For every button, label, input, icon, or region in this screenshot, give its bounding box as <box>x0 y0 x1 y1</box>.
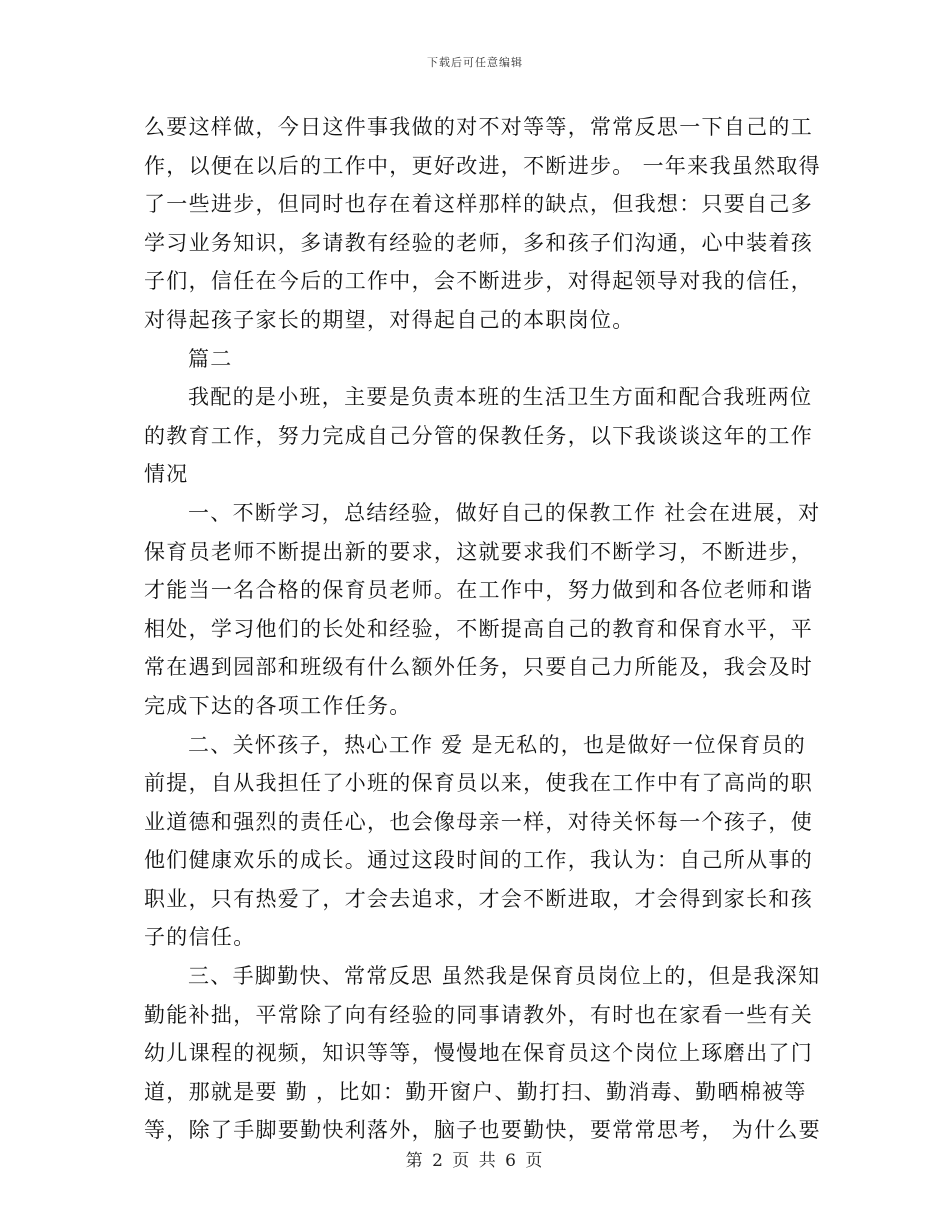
text-line: 一、不断学习，总结经验，做好自己的保教工作 社会在进展，对 <box>188 500 821 525</box>
text-line: 三、手脚勤快、常常反思 虽然我是保育员岗位上的，但是我深知 <box>188 964 821 989</box>
text-line: 对得起孩子家长的期望，对得起自己的本职岗位。 <box>144 307 635 332</box>
text-line: 的教育工作，努力完成自己分管的保教任务，以下我谈谈这年的工作 <box>144 423 813 448</box>
page-number-footer: 第 2 页 共 6 页 <box>405 1151 545 1171</box>
text-line: 才能当一名合格的保育员老师。在工作中，努力做到和各位老师和谐 <box>144 578 813 603</box>
text-line: 常在遇到园部和班级有什么额外任务，只要自己力所能及，我会及时 <box>144 655 813 680</box>
text-line: 勤能补拙，平常除了向有经验的同事请教外，有时也在家看一些有关 <box>144 1002 813 1027</box>
text-line: 么要这样做，今日这件事我做的对不对等等，常常反思一下自己的工 <box>144 115 813 139</box>
text-line: 了一些进步，但同时也存在着这样那样的缺点，但我想：只要自己多 <box>144 192 813 217</box>
text-line: 等，除了手脚要勤快利落外，脑子也要勤快，要常常思考， 为什么要 <box>144 1118 821 1143</box>
text-line: 业道德和强烈的责任心，也会像母亲一样，对待关怀每一个孩子，使 <box>144 809 813 834</box>
text-line: 篇二 <box>188 346 233 371</box>
text-line: 前提，自从我担任了小班的保育员以来，使我在工作中有了高尚的职 <box>144 771 813 796</box>
text-line: 他们健康欢乐的成长。通过这段时间的工作，我认为：自己所从事的 <box>144 848 813 873</box>
text-line: 职业，只有热爱了，才会去追求，才会不断进取，才会得到家长和孩 <box>144 886 813 911</box>
document-body <box>144 108 821 1150</box>
text-line: 学习业务知识，多请教有经验的老师，多和孩子们沟通，心中装着孩 <box>144 230 813 255</box>
text-line: 二、关怀孩子，热心工作 爱 是无私的，也是做好一位保育员的 <box>188 732 807 757</box>
text-line: 相处，学习他们的长处和经验，不断提高自己的教育和保育水平，平 <box>144 616 813 641</box>
text-line: 作，以便在以后的工作中，更好改进，不断进步。 一年来我虽然取得 <box>144 153 821 178</box>
text-line: 情况 <box>144 462 189 487</box>
text-line: 道，那就是要 勤 ，比如：勤开窗户、勤打扫、勤消毒、勤晒棉被等 <box>144 1079 807 1104</box>
page-header: 下载后可任意编辑 <box>427 56 523 69</box>
text-line: 子们，信任在今后的工作中，会不断进步，对得起领导对我的信任， <box>144 269 813 294</box>
text-line: 幼儿课程的视频，知识等等，慢慢地在保育员这个岗位上琢磨出了门 <box>144 1041 813 1066</box>
text-line: 我配的是小班，主要是负责本班的生活卫生方面和配合我班两位 <box>188 385 813 410</box>
text-line: 保育员老师不断提出新的要求，这就要求我们不断学习，不断进步， <box>144 539 813 564</box>
text-line: 完成下达的各项工作任务。 <box>144 693 412 718</box>
text-line: 子的信任。 <box>144 925 256 950</box>
